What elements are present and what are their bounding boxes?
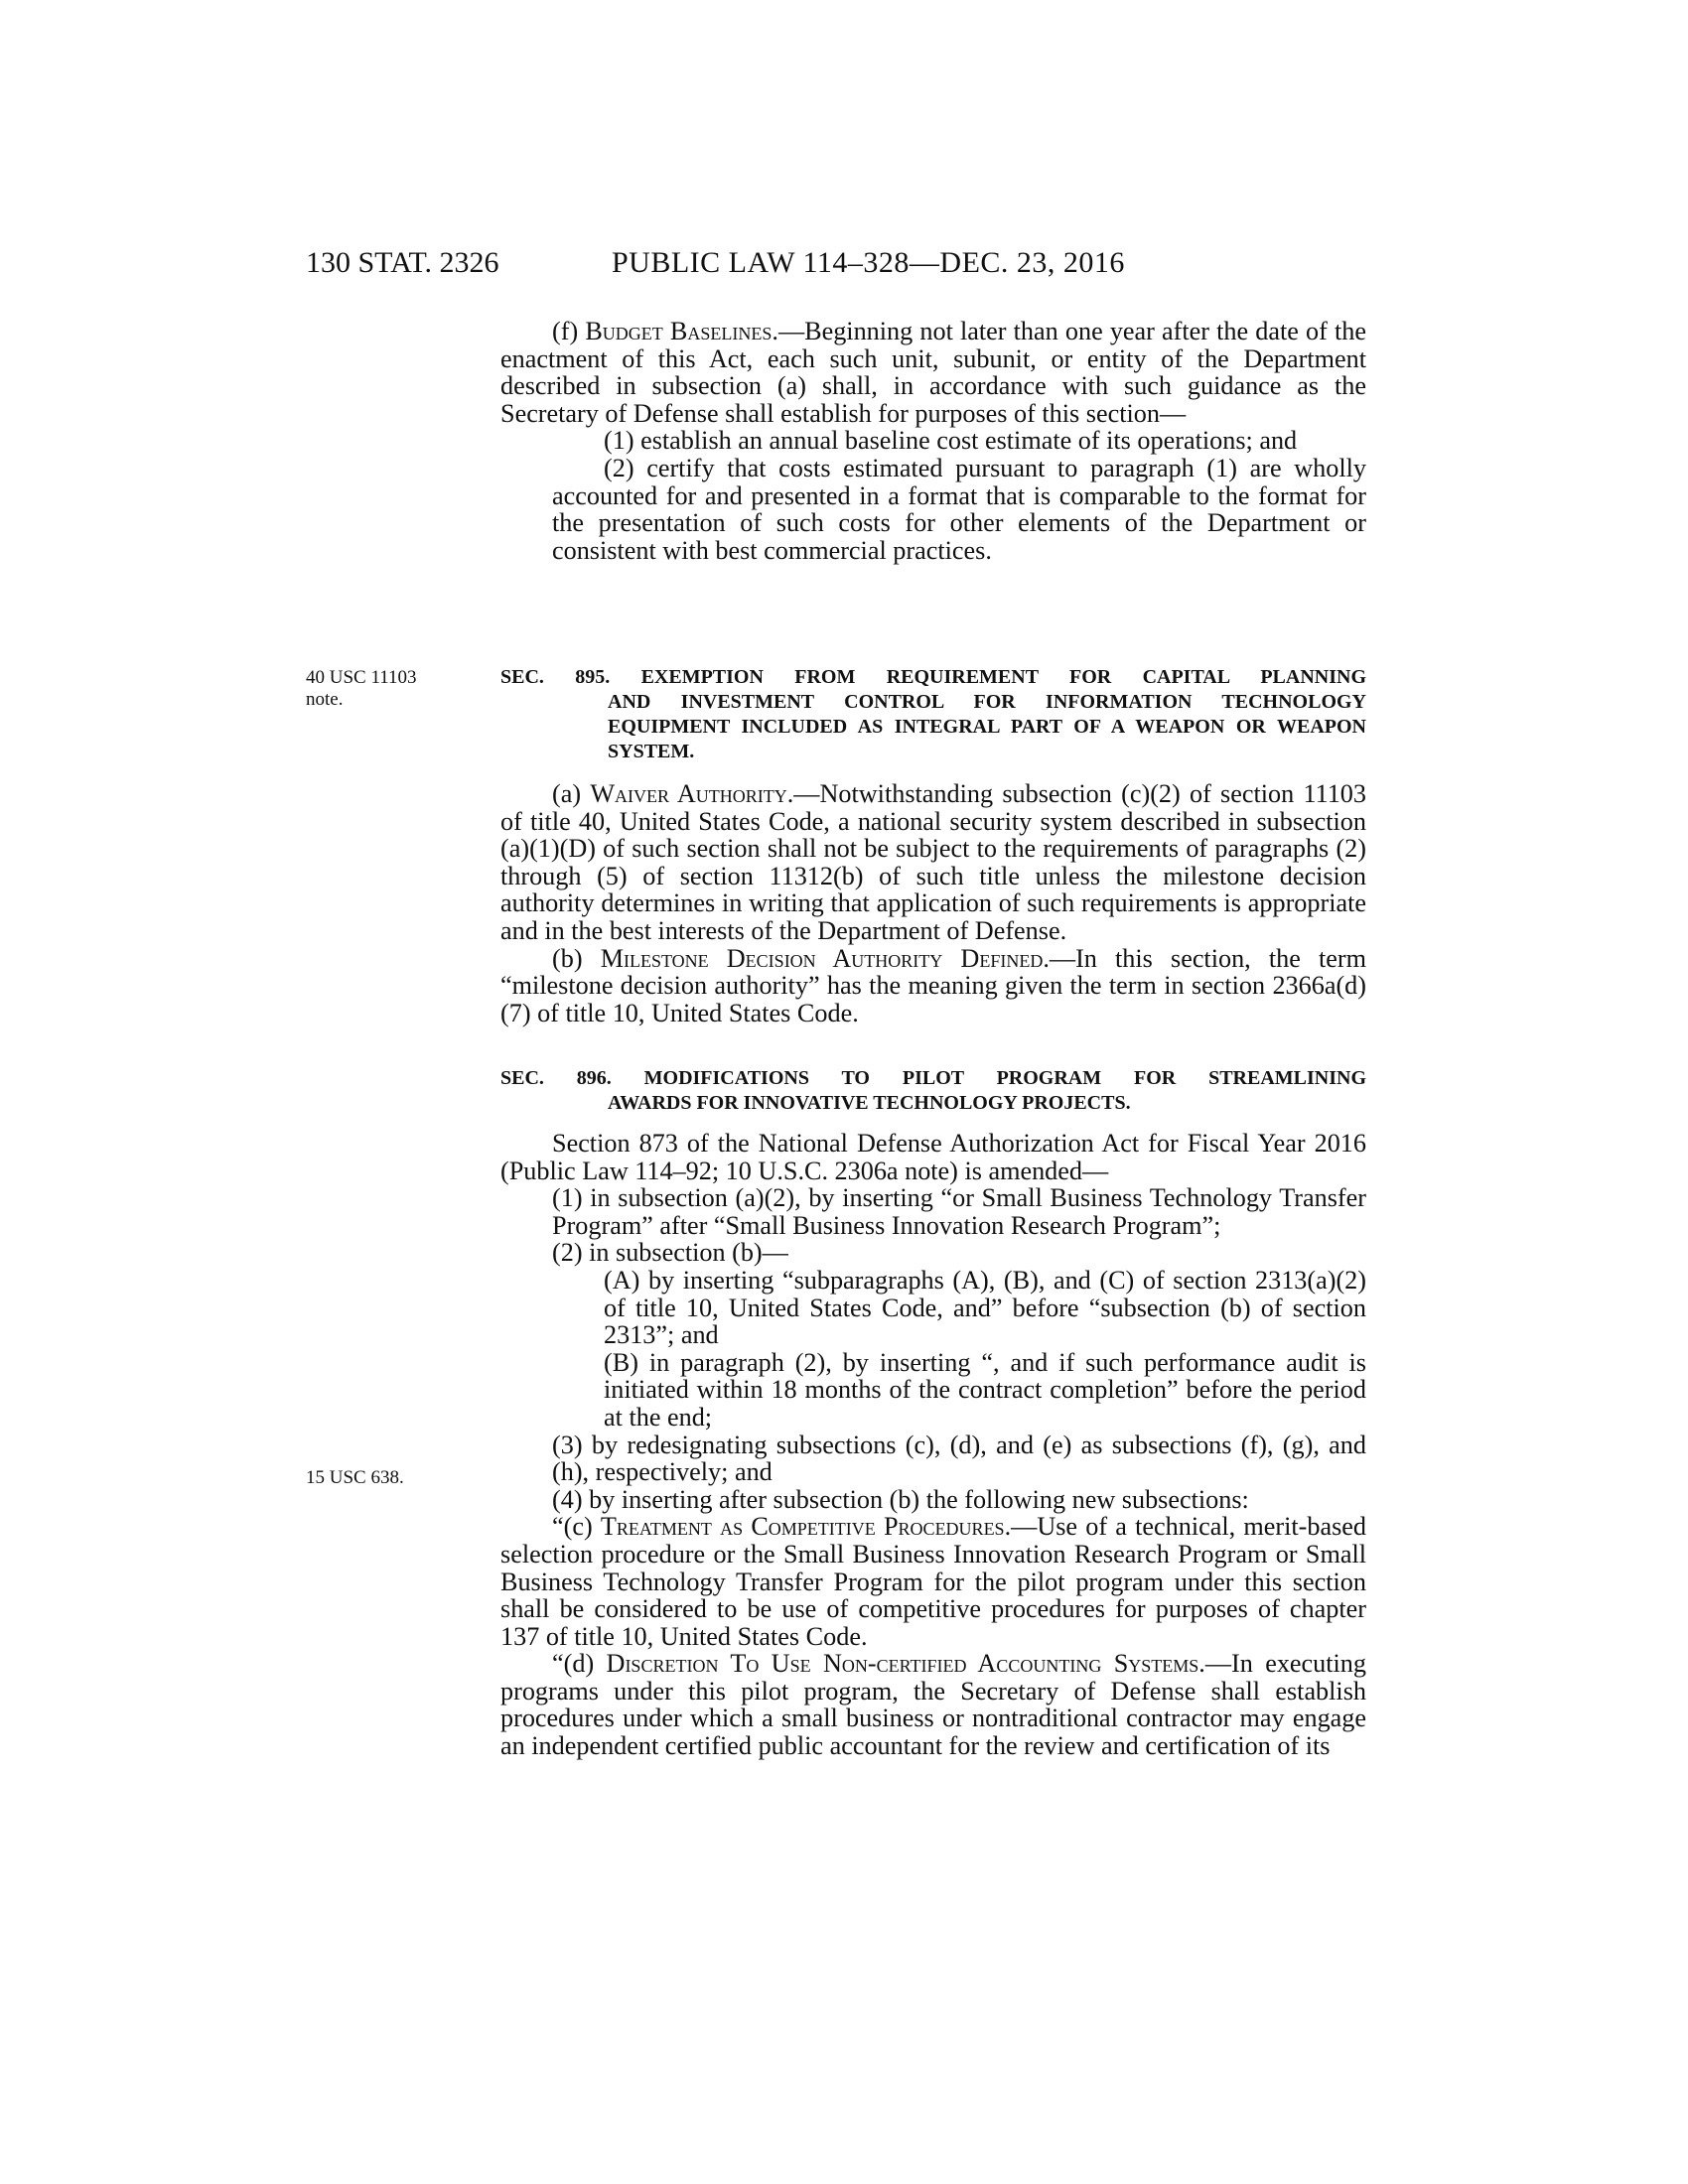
- new-subsection-c-caption: Treatment as Competitive Procedures: [600, 1512, 1005, 1542]
- section-895-title-rest: AND INVESTMENT CONTROL FOR INFORMATION TECHNOLOGY EQUIPMENT INCLUDED AS INTEGRAL PART OF A WEAPON OR WEAPON SYSTEM.: [608, 691, 1366, 762]
- section-895-subsection-a: [500, 780, 1366, 945]
- section-895-a-label: (a): [552, 779, 591, 808]
- paragraph-f-2: (2) certify that costs estimated pursuant to paragraph (1) are wholly accounted for and presented in a format that is comparable to the format for the presentation of such costs for other elements of the Department or consistent with best commercial practices.: [552, 453, 1366, 565]
- subsection-f-text: .—Beginning not later than one year after the date of the enactment of this Act, each such unit, subunit, or entity of the Department described in subsection (a) shall, in accordance with such guidance as the Secretary of Defense shall establish for purposes of this section—: [500, 317, 1366, 428]
- margin-note-40-usc-line1: 40 USC 11103: [306, 667, 417, 688]
- section-894-f-block: [500, 318, 1366, 564]
- margin-note-40-usc: [306, 667, 425, 711]
- section-895-title-line1: SEC. 895. EXEMPTION FROM REQUIREMENT FOR CAPITAL PLANNING: [500, 666, 1366, 688]
- section-895-subsection-b: [500, 945, 1366, 1027]
- section-895-a-caption: Waiver Authority: [590, 779, 787, 808]
- section-896-subparagraph-A: (A) by inserting “subparagraphs (A), (B), and (C) of section 2313(a)(2) of title 10, United States Code, and” before “subsection (b) of section 2313”; and: [604, 1265, 1366, 1350]
- new-subsection-d-text: .—In executing programs under this pilot program, the Secretary of Defense shall establish procedures under which a small business or nontraditional contractor may engage an independent certified public accountant for the review and certification of its: [500, 1649, 1366, 1761]
- new-subsection-c-label: “(c): [552, 1512, 601, 1542]
- section-896-body: [500, 1130, 1366, 1760]
- margin-note-15-usc-text: 15 USC 638.: [306, 1467, 404, 1488]
- subsection-f-caption: Budget Baselines: [585, 317, 773, 345]
- section-895-b-text: .—In this section, the term “milestone decision authority” has the meaning given the term in section 2366a(d)(7) of title 10, United States Code.: [500, 943, 1366, 1027]
- subsection-f-label: (f): [552, 317, 586, 345]
- section-895-a-text: .—Notwithstanding subsection (c)(2) of section 11103 of title 40, United States Code, a national security system described in subsection (a)(1)(D) of such section shall not be subject to the requirements of paragraphs (2) through (5) of section 11312(b) of such title unless the milestone decision authority determines in writing that application of such requirements is appropriate and in the best interests of the Department of Defense.: [500, 779, 1366, 945]
- subsection-f-budget-baselines: [500, 318, 1366, 427]
- section-896-subparagraph-B: (B) in paragraph (2), by inserting “, and if such performance audit is initiated within 18 months of the contract completion” before the period at the end;: [604, 1347, 1366, 1432]
- new-subsection-c: [500, 1513, 1366, 1650]
- new-subsection-c-text: .—Use of a technical, merit-based selection procedure or the Small Business Innovation Research Program or Small Business Technology Transfer Program for the pilot program under this section shall be considered to be use of competitive procedures for purposes of chapter 137 of title 10, United States Code.: [500, 1512, 1366, 1651]
- page-header: [306, 246, 1366, 290]
- section-895-heading: [500, 665, 1366, 764]
- stat-page-number: 130 STAT. 2326: [306, 246, 499, 279]
- section-896-paragraph-3: (3) by redesignating subsections (c), (d), and (e) as subsections (f), (g), and (h), respectively; and: [552, 1430, 1366, 1487]
- margin-note-40-usc-line2: note.: [306, 689, 344, 710]
- section-896-heading: [500, 1066, 1366, 1116]
- paragraph-f-1: (1) establish an annual baseline cost estimate of its operations; and: [604, 426, 1298, 456]
- section-896-title-line1: SEC. 896. MODIFICATIONS TO PILOT PROGRAM FOR STREAMLINING: [500, 1067, 1366, 1089]
- new-subsection-d-caption: Discretion To Use Non-certified Accounting Systems: [606, 1649, 1199, 1679]
- section-896-title-rest: AWARDS FOR INNOVATIVE TECHNOLOGY PROJECTS.: [608, 1092, 1131, 1114]
- margin-note-15-usc: [306, 1467, 425, 1489]
- new-subsection-d-label: “(d): [552, 1649, 607, 1679]
- section-896-paragraph-2: (2) in subsection (b)—: [552, 1238, 788, 1268]
- section-895-b-caption: Milestone Decision Authority Defined: [600, 943, 1044, 973]
- public-law-heading: PUBLIC LAW 114–328—DEC. 23, 2016: [612, 246, 1125, 279]
- section-895-body: [500, 780, 1366, 1026]
- section-896-paragraph-1: (1) in subsection (a)(2), by inserting “or Small Business Technology Transfer Program” after “Small Business Innovation Research Program”;: [552, 1183, 1366, 1240]
- new-subsection-d: [500, 1650, 1366, 1759]
- section-896-paragraph-4: (4) by inserting after subsection (b) the following new subsections:: [552, 1484, 1249, 1514]
- section-896-intro: Section 873 of the National Defense Authorization Act for Fiscal Year 2016 (Public Law 114–92; 10 U.S.C. 2306a note) is amended—: [500, 1129, 1366, 1185]
- section-895-b-label: (b): [552, 943, 601, 973]
